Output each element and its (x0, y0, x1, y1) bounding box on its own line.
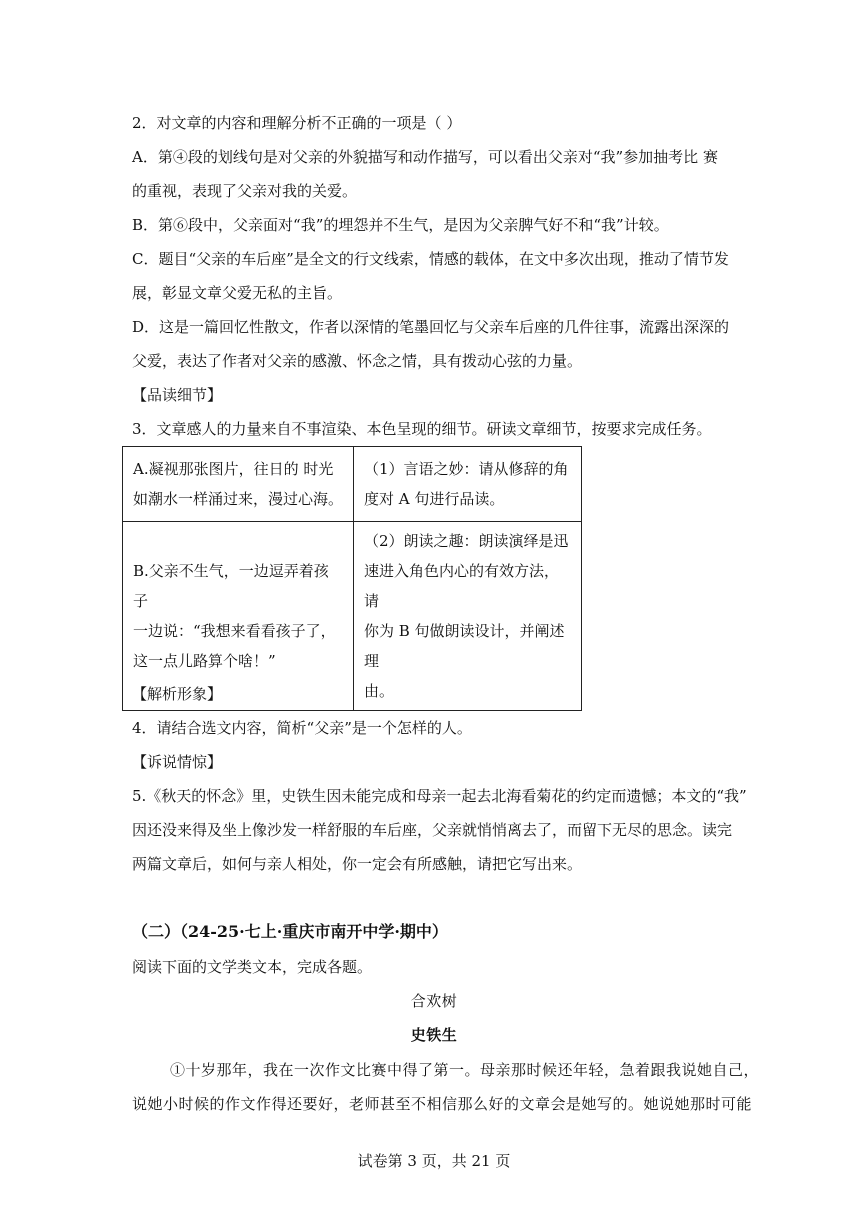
q5-line1: 5.《秋天的怀念》里，史铁生因未能完成和母亲一起去北海看菊花的约定而遗憾；本文的“我” (132, 787, 747, 805)
q2-option-a-line1: A．第④段的划线句是对父亲的外貌描写和动作描写，可以看出父亲对“我”参加抽考比 赛 (132, 148, 718, 166)
q2-option-a-line2: 的重视，表现了父亲对我的关爱。 (132, 182, 358, 200)
part2-heading: （二）（24-25·七上·重庆市南开中学·期中） (132, 922, 448, 941)
table-row (123, 447, 582, 522)
cell-text: 这一点儿路算个啥！” (133, 652, 276, 670)
cell-text: 如潮水一样涌过来，漫过心海。 (133, 490, 344, 508)
table-cell-task-2 (354, 522, 582, 711)
table-cell-sentence-b (123, 522, 354, 711)
q2-option-c-line2: 展，彰显文章父爱无私的主旨。 (132, 284, 343, 302)
q3-stem: 3．文章感人的力量来自不事渲染、本色呈现的细节。研读文章细节，按要求完成任务。 (132, 420, 712, 438)
q2-option-c-line1: C．题目“父亲的车后座”是全文的行文线索，情感的载体，在文中多次出现，推动了情节发 (132, 250, 729, 268)
cell-text: （1）言语之妙：请从修辞的角 (364, 460, 569, 478)
part2-instruction: 阅读下面的文学类文本，完成各题。 (132, 958, 373, 976)
table-row (123, 522, 582, 711)
page-footer: 试卷第 3 页，共 21 页 (357, 1152, 511, 1170)
cell-text: B.父亲不生气，一边逗弄着孩子 (133, 562, 329, 610)
section-heading-sushuo: 【诉说情惊】 (132, 753, 223, 771)
cell-text: 由。 (364, 682, 395, 700)
cell-text: 速进入角色内心的有效方法，请 (364, 562, 560, 610)
q5-line2: 因还没来得及坐上像沙发一样舒服的车后座，父亲就悄悄离去了，而留下无尽的思念。读完 (132, 821, 733, 839)
cell-text: （2）朗读之趣：朗读演绎是迅 (364, 532, 569, 550)
section-heading-pindu: 【品读细节】 (132, 386, 223, 404)
passage-p1-line2: 说她小时候的作文作得还要好，老师甚至不相信那么好的文章会是她写的。她说她那时可能 (132, 1095, 753, 1113)
cell-text: 度对 A 句进行品读。 (364, 490, 505, 508)
table-cell-sentence-a (123, 447, 354, 522)
table-cell-task-1 (354, 447, 582, 522)
passage-title: 合欢树 (410, 992, 458, 1010)
q4-stem: 4．请结合选文内容，简析“父亲”是一个怎样的人。 (132, 719, 472, 737)
q2-option-d-line1: D．这是一篇回忆性散文，作者以深情的笔墨回忆与父亲车后座的几件往事，流露出深深的 (132, 318, 730, 336)
detail-task-table (122, 446, 582, 711)
section-heading-jiexi: 【解析形象】 (132, 685, 223, 703)
q5-line3: 两篇文章后，如何与亲人相处，你一定会有所感触，请把它写出来。 (132, 855, 583, 873)
q2-option-d-line2: 父爱，表达了作者对父亲的感激、怀念之情，具有拨动心弦的力量。 (132, 352, 583, 370)
passage-p1-line1: ①十岁那年，我在一次作文比赛中得了第一。母亲那时候还年轻，急着跟我说她自己， (170, 1061, 760, 1079)
cell-text: A.凝视那张图片，往日的 时光 (133, 460, 334, 478)
cell-text: 你为 B 句做朗读设计，并阐述理 (364, 622, 565, 670)
q2-option-b: B．第⑥段中，父亲面对“我”的埋怨并不生气，是因为父亲脾气好不和“我”计较。 (132, 216, 669, 234)
passage-author: 史铁生 (410, 1026, 458, 1044)
q2-stem: 2．对文章的内容和理解分析不正确的一项是（ ） (132, 114, 462, 132)
cell-text: 一边说：“我想来看看孩子了， (133, 622, 336, 640)
